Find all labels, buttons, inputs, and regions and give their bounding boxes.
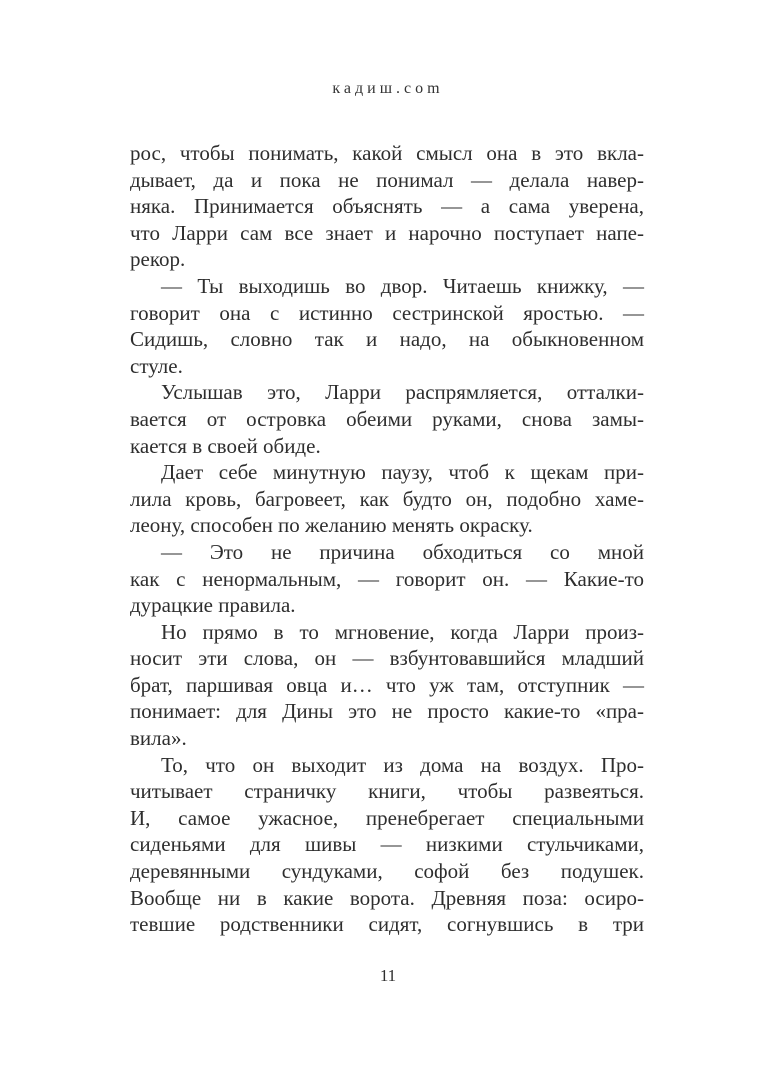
text-line: как с ненормальным, — говорит он. — Какие-то xyxy=(130,566,644,591)
text-line: рос, чтобы понимать, какой смысл она в это вкла- xyxy=(130,141,644,165)
text-line: няка. Принимается объяснять — а сама уверена, xyxy=(130,194,644,219)
text-line: вается от островка обеими руками, снова замы- xyxy=(130,406,644,431)
running-title: кадиш.com xyxy=(332,80,444,97)
text-line: носит эти слова, он — взбунтовавшийся младший xyxy=(130,646,644,671)
body-text xyxy=(130,140,644,938)
text-line: рекор. xyxy=(130,247,186,272)
text-line: Вообще ни в какие ворота. Древняя поза: осиро- xyxy=(130,885,644,910)
text-line: дурацкие правила. xyxy=(130,593,296,618)
text-line: что Ларри сам все знает и нарочно поступает напе- xyxy=(130,220,644,245)
text-line: говорит она с истинно сестринской яростью. — xyxy=(130,300,644,325)
text-line: дывает, да и пока не понимал — делала навер- xyxy=(130,167,644,192)
text-line: Но прямо в то мгновение, когда Ларри произ- xyxy=(161,619,644,644)
text-line: Сидишь, словно так и надо, на обыкновенном xyxy=(130,327,644,352)
text-line: И, самое ужасное, пренебрегает специальными xyxy=(130,805,644,830)
text-line: Дает себе минутную паузу, чтоб к щекам при- xyxy=(161,460,644,485)
text-line: вила». xyxy=(130,726,187,751)
text-line: деревянными сундуками, софой без подушек. xyxy=(130,859,644,884)
text-line: стуле. xyxy=(130,353,183,378)
text-line: брат, паршивая овца и… что уж там, отступник — xyxy=(130,672,644,697)
page-number: 11 xyxy=(379,966,397,985)
text-line: тевшие родственники сидят, согнувшись в три xyxy=(130,912,644,937)
text-line: читывает страничку книги, чтобы развеяться. xyxy=(130,779,644,804)
text-line: леону, способен по желанию менять окраску. xyxy=(130,513,533,538)
text-line: кается в своей обиде. xyxy=(130,433,321,458)
text-line: Услышав это, Ларри распрямляется, отталки- xyxy=(161,380,644,405)
text-line: То, что он выходит из дома на воздух. Про- xyxy=(161,752,644,777)
text-line: — Ты выходишь во двор. Читаешь книжку, — xyxy=(161,273,644,298)
text-line: — Это не причина обходиться со мной xyxy=(161,539,644,564)
text-line: понимает: для Дины это не просто какие-то «пра- xyxy=(130,699,644,724)
text-line: сиденьями для шивы — низкими стульчиками, xyxy=(130,832,644,857)
text-line: лила кровь, багровеет, как будто он, подобно хаме- xyxy=(130,486,644,511)
